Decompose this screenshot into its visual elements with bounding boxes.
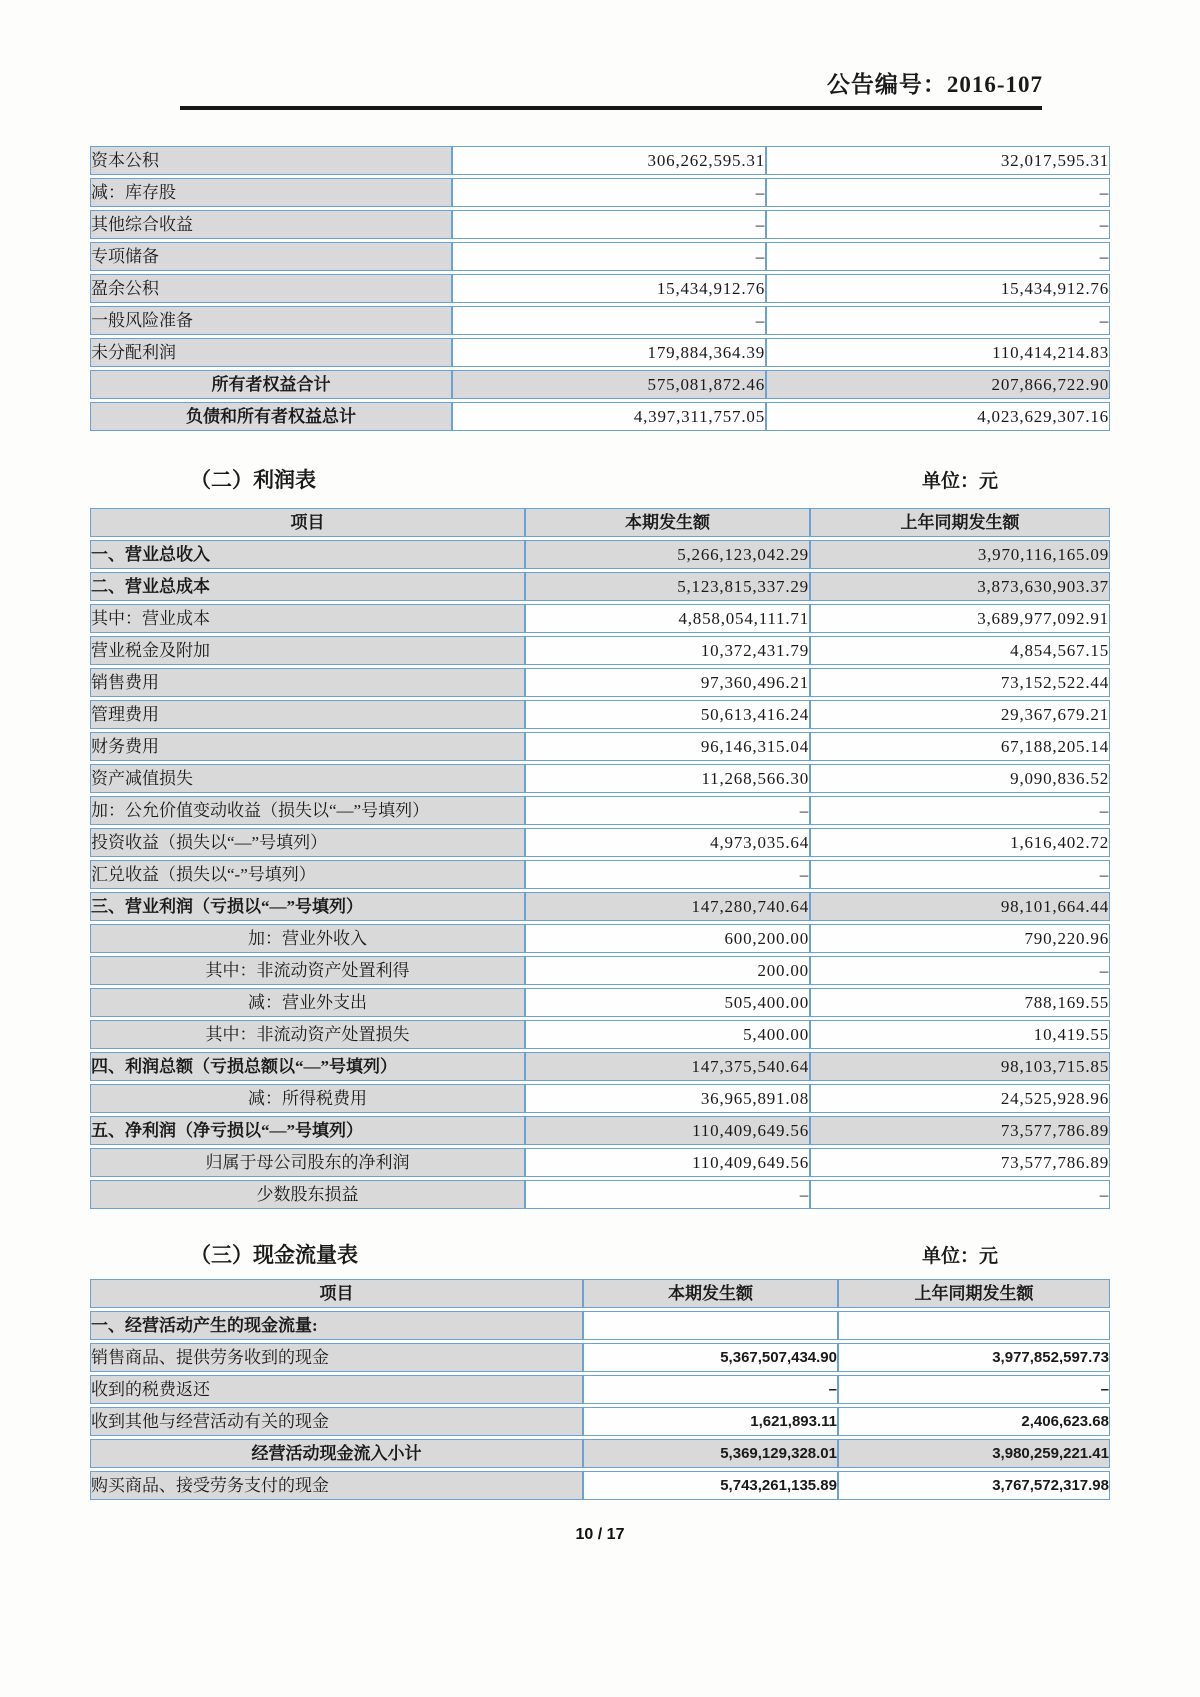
row-value-current: 110,409,649.56 — [525, 1148, 810, 1177]
row-value-current: 97,360,496.21 — [525, 668, 810, 697]
row-label: 投资收益（损失以“—”号填列） — [90, 828, 525, 857]
row-label: 未分配利润 — [90, 338, 452, 367]
income-statement-unit-label: 单位：元 — [921, 471, 998, 492]
table-row — [90, 210, 1110, 239]
row-value-previous: 2,406,623.68 — [838, 1407, 1110, 1436]
income-statement-section-heading — [90, 464, 1110, 494]
income-statement-table — [90, 505, 1110, 1212]
row-value-current: 50,613,416.24 — [525, 700, 810, 729]
row-value-current: 147,375,540.64 — [525, 1052, 810, 1081]
row-value-previous: – — [766, 306, 1110, 335]
row-label: 营业税金及附加 — [90, 636, 525, 665]
row-value-current: – — [525, 796, 810, 825]
row-value-previous — [838, 1311, 1110, 1340]
row-value-previous: 1,616,402.72 — [810, 828, 1110, 857]
row-value-previous: 3,970,116,165.09 — [810, 540, 1110, 569]
table-row — [90, 860, 1110, 889]
row-value-previous: 10,419.55 — [810, 1020, 1110, 1049]
table-row — [90, 338, 1110, 367]
row-value-current: 5,369,129,328.01 — [583, 1439, 838, 1468]
row-value-current: – — [525, 860, 810, 889]
table-row — [90, 1052, 1110, 1081]
row-value-current: 600,200.00 — [525, 924, 810, 953]
row-value-previous: 110,414,214.83 — [766, 338, 1110, 367]
row-value-previous: 4,023,629,307.16 — [766, 402, 1110, 431]
row-value-current: 147,280,740.64 — [525, 892, 810, 921]
table-row — [90, 764, 1110, 793]
row-value-previous: 788,169.55 — [810, 988, 1110, 1017]
row-label: 经营活动现金流入小计 — [90, 1439, 583, 1468]
row-value-current: 10,372,431.79 — [525, 636, 810, 665]
row-label: 减：营业外支出 — [90, 988, 525, 1017]
row-value-current: 5,367,507,434.90 — [583, 1343, 838, 1372]
row-value-previous: 73,152,522.44 — [810, 668, 1110, 697]
row-label: 加：公允价值变动收益（损失以“—”号填列） — [90, 796, 525, 825]
row-label: 销售商品、提供劳务收到的现金 — [90, 1343, 583, 1372]
table-row — [90, 306, 1110, 335]
row-value-previous: – — [766, 178, 1110, 207]
row-value-previous: 73,577,786.89 — [810, 1148, 1110, 1177]
table-row — [90, 1439, 1110, 1468]
row-label: 少数股东损益 — [90, 1180, 525, 1209]
row-label: 购买商品、接受劳务支付的现金 — [90, 1471, 583, 1500]
row-value-previous: – — [766, 210, 1110, 239]
cash-flow-title: （三）现金流量表 — [190, 1243, 358, 1267]
row-label: 销售费用 — [90, 668, 525, 697]
table-row — [90, 636, 1110, 665]
header-row — [90, 1279, 1110, 1308]
row-label: 收到其他与经营活动有关的现金 — [90, 1407, 583, 1436]
row-label: 负债和所有者权益总计 — [90, 402, 452, 431]
row-value-previous: 29,367,679.21 — [810, 700, 1110, 729]
row-value-current: 15,434,912.76 — [452, 274, 766, 303]
row-value-previous: 98,103,715.85 — [810, 1052, 1110, 1081]
row-value-previous: 4,854,567.15 — [810, 636, 1110, 665]
row-value-previous: 3,977,852,597.73 — [838, 1343, 1110, 1372]
row-value-previous: 24,525,928.96 — [810, 1084, 1110, 1113]
table-row — [90, 924, 1110, 953]
cash-flow-unit-label: 单位：元 — [921, 1246, 998, 1267]
row-label: 三、营业利润（亏损以“—”号填列） — [90, 892, 525, 921]
row-label: 四、利润总额（亏损总额以“—”号填列） — [90, 1052, 525, 1081]
table-row — [90, 370, 1110, 399]
row-label: 其中：营业成本 — [90, 604, 525, 633]
table-row — [90, 668, 1110, 697]
row-label: 资本公积 — [90, 146, 452, 175]
row-value-current: – — [452, 210, 766, 239]
table-row — [90, 892, 1110, 921]
row-value-current: – — [452, 178, 766, 207]
row-value-current: 5,123,815,337.29 — [525, 572, 810, 601]
table-row — [90, 1311, 1110, 1340]
header-row — [90, 508, 1110, 537]
row-value-current: 200.00 — [525, 956, 810, 985]
table-row — [90, 242, 1110, 271]
row-label: 一般风险准备 — [90, 306, 452, 335]
row-value-previous: 73,577,786.89 — [810, 1116, 1110, 1145]
row-value-previous: 32,017,595.31 — [766, 146, 1110, 175]
row-value-current: 5,400.00 — [525, 1020, 810, 1049]
row-value-previous: – — [810, 796, 1110, 825]
table-row — [90, 402, 1110, 431]
table-row — [90, 1407, 1110, 1436]
cash-flow-table — [90, 1276, 1110, 1503]
row-label: 财务费用 — [90, 732, 525, 761]
row-value-current: 36,965,891.08 — [525, 1084, 810, 1113]
row-label: 其中：非流动资产处置损失 — [90, 1020, 525, 1049]
row-value-current: 4,973,035.64 — [525, 828, 810, 857]
row-label: 收到的税费返还 — [90, 1375, 583, 1404]
cash-flow-section-heading — [90, 1239, 1110, 1269]
row-label: 其他综合收益 — [90, 210, 452, 239]
row-value-previous: 790,220.96 — [810, 924, 1110, 953]
column-header: 本期发生额 — [583, 1279, 838, 1308]
row-value-previous: 3,873,630,903.37 — [810, 572, 1110, 601]
column-header: 项目 — [90, 508, 525, 537]
column-header: 项目 — [90, 1279, 583, 1308]
column-header: 本期发生额 — [525, 508, 810, 537]
row-label: 归属于母公司股东的净利润 — [90, 1148, 525, 1177]
table-row — [90, 604, 1110, 633]
page-number: 10 / 17 — [575, 1526, 625, 1543]
row-value-current: – — [452, 242, 766, 271]
table-row — [90, 1471, 1110, 1500]
header — [0, 0, 1200, 110]
row-value-previous: – — [810, 860, 1110, 889]
row-label: 专项储备 — [90, 242, 452, 271]
row-value-current: 96,146,315.04 — [525, 732, 810, 761]
row-label: 二、营业总成本 — [90, 572, 525, 601]
table-row — [90, 1116, 1110, 1145]
row-label: 五、净利润（净亏损以“—”号填列） — [90, 1116, 525, 1145]
table-row — [90, 732, 1110, 761]
column-header: 上年同期发生额 — [810, 508, 1110, 537]
table-row — [90, 956, 1110, 985]
table-row — [90, 540, 1110, 569]
row-value-previous: 98,101,664.44 — [810, 892, 1110, 921]
row-value-previous: – — [810, 956, 1110, 985]
row-value-previous: – — [766, 242, 1110, 271]
column-header: 上年同期发生额 — [838, 1279, 1110, 1308]
row-label: 加：营业外收入 — [90, 924, 525, 953]
table-row — [90, 796, 1110, 825]
row-value-current: 505,400.00 — [525, 988, 810, 1017]
row-label: 汇兑收益（损失以“-”号填列） — [90, 860, 525, 889]
row-label: 管理费用 — [90, 700, 525, 729]
row-value-current: 306,262,595.31 — [452, 146, 766, 175]
row-label: 所有者权益合计 — [90, 370, 452, 399]
row-value-current: – — [583, 1375, 838, 1404]
income-statement-title: （二）利润表 — [190, 468, 316, 492]
table-row — [90, 274, 1110, 303]
row-label: 一、营业总收入 — [90, 540, 525, 569]
table-row — [90, 1180, 1110, 1209]
row-value-previous: 67,188,205.14 — [810, 732, 1110, 761]
row-value-current: 5,743,261,135.89 — [583, 1471, 838, 1500]
row-value-previous: 3,767,572,317.98 — [838, 1471, 1110, 1500]
row-label: 盈余公积 — [90, 274, 452, 303]
row-value-current: 110,409,649.56 — [525, 1116, 810, 1145]
row-value-current: 179,884,364.39 — [452, 338, 766, 367]
announcement-number: 公告编号：2016-107 — [826, 72, 1043, 97]
row-value-previous: 9,090,836.52 — [810, 764, 1110, 793]
table-row — [90, 988, 1110, 1017]
row-value-previous: 15,434,912.76 — [766, 274, 1110, 303]
row-value-current — [583, 1311, 838, 1340]
row-value-current: 575,081,872.46 — [452, 370, 766, 399]
table-row — [90, 1343, 1110, 1372]
table-row — [90, 572, 1110, 601]
row-label: 资产减值损失 — [90, 764, 525, 793]
header-rule — [180, 106, 1042, 110]
row-value-current: – — [452, 306, 766, 335]
row-label: 一、经营活动产生的现金流量: — [90, 1311, 583, 1340]
table-row — [90, 1084, 1110, 1113]
row-value-previous: – — [838, 1375, 1110, 1404]
row-label: 减：库存股 — [90, 178, 452, 207]
table-row — [90, 828, 1110, 857]
table-row — [90, 1148, 1110, 1177]
row-value-previous: 207,866,722.90 — [766, 370, 1110, 399]
equity-table — [90, 143, 1110, 434]
row-label: 减：所得税费用 — [90, 1084, 525, 1113]
table-row — [90, 1020, 1110, 1049]
row-value-current: 11,268,566.30 — [525, 764, 810, 793]
row-value-current: 4,397,311,757.05 — [452, 402, 766, 431]
row-value-current: 5,266,123,042.29 — [525, 540, 810, 569]
row-value-current: – — [525, 1180, 810, 1209]
table-row — [90, 146, 1110, 175]
row-value-current: 1,621,893.11 — [583, 1407, 838, 1436]
table-row — [90, 700, 1110, 729]
row-value-previous: 3,980,259,221.41 — [838, 1439, 1110, 1468]
table-row — [90, 1375, 1110, 1404]
table-row — [90, 178, 1110, 207]
row-label: 其中：非流动资产处置利得 — [90, 956, 525, 985]
row-value-previous: – — [810, 1180, 1110, 1209]
row-value-current: 4,858,054,111.71 — [525, 604, 810, 633]
row-value-previous: 3,689,977,092.91 — [810, 604, 1110, 633]
